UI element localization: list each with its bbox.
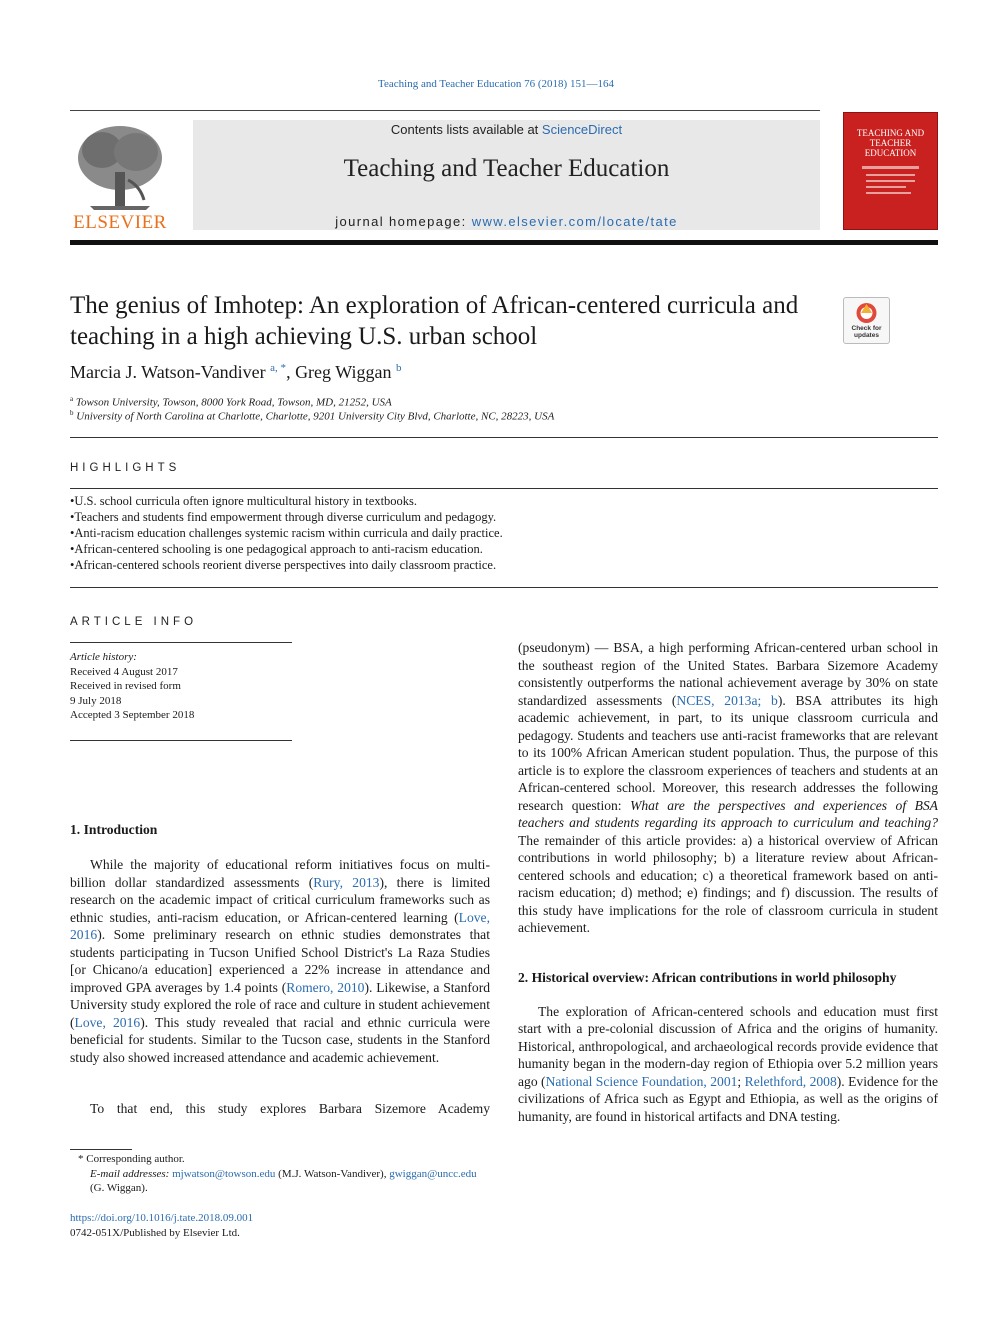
cover-decoration-icon bbox=[862, 166, 919, 206]
corresponding-author-note: * Corresponding author. bbox=[78, 1153, 185, 1165]
homepage-label: journal homepage: bbox=[335, 214, 472, 229]
check-for-updates-button[interactable] bbox=[843, 297, 890, 344]
right-column bbox=[518, 639, 938, 1125]
contents-prefix: Contents lists available at bbox=[390, 122, 542, 137]
text-run: ). Some preliminary research on ethnic studies demonstrates that students participating in Tucson Unified School District's La Raza Studies [or Chicano/a education] experienced a 22% increase in attendance and improved GPA averages by 1.4 points ( bbox=[70, 927, 490, 995]
text-run: ). Likewise, a Stanford University study explored the role of race and culture in student achievement ( bbox=[70, 979, 491, 1030]
history-line: Received 4 August 2017 bbox=[70, 665, 178, 678]
author-affiliation-mark[interactable]: a, * bbox=[270, 362, 287, 374]
citation-link[interactable]: Love, 2016 bbox=[74, 1014, 141, 1030]
check-updates-label: Check for updates bbox=[851, 325, 882, 339]
article-info-rule bbox=[70, 642, 292, 643]
footnote-rule bbox=[70, 1149, 132, 1150]
affiliation-text: Towson University, Towson, 8000 York Road, Towson, MD, 21252, USA bbox=[75, 396, 392, 409]
issn-line: 0742-051X/Published by Elsevier Ltd. bbox=[70, 1227, 240, 1239]
article-info-bottom-rule bbox=[70, 740, 292, 741]
email-link[interactable]: mjwatson@towson.edu bbox=[172, 1167, 276, 1180]
text-run: ; bbox=[737, 1073, 745, 1089]
text-run: While the majority of educational reform initiatives focus on multi-billion dollar standardized assessments ( bbox=[70, 857, 490, 890]
introduction-heading: 1. Introduction bbox=[70, 822, 158, 837]
article-title: The genius of Imhotep: An exploration of African-centered curricula and teaching in a high achieving U.S. urban school bbox=[70, 292, 799, 350]
text-run: ). This study revealed that racial and ethnic curricula were beneficial for students. Similar to the Tucson case, students in the Stanford study also showed increased attendance and academic achievement. bbox=[70, 1014, 490, 1065]
citation-link[interactable]: Love, 2016 bbox=[70, 909, 490, 942]
history-line: Accepted 3 September 2018 bbox=[70, 709, 195, 721]
text-run: ). Evidence for the civilizations of Africa such as Egypt and Ethiopia, as well as the origins of humanity, are found in historical artifacts and DNA testing. bbox=[518, 1073, 938, 1124]
affiliation-mark: a bbox=[70, 395, 74, 403]
header-divider bbox=[70, 110, 820, 111]
intro-paragraph-1 bbox=[70, 856, 490, 1066]
affiliation-b bbox=[70, 409, 554, 423]
citation-link[interactable]: Rury, 2013 bbox=[313, 874, 380, 890]
email-owner: (G. Wiggan). bbox=[90, 1182, 148, 1194]
journal-homepage bbox=[193, 214, 820, 229]
highlights-list bbox=[70, 493, 938, 573]
affiliation-mark: b bbox=[70, 409, 74, 417]
article-history-label: Article history: bbox=[70, 651, 137, 663]
affiliation-a bbox=[70, 395, 392, 409]
article-info-heading: ARTICLE INFO bbox=[70, 616, 198, 628]
article-history bbox=[70, 650, 292, 723]
citation-link[interactable]: National Science Foundation, 2001 bbox=[545, 1073, 738, 1089]
title-divider bbox=[70, 437, 938, 438]
email-owner: (M.J. Watson-Vandiver), bbox=[275, 1167, 390, 1180]
citation-link[interactable]: Romero, 2010 bbox=[286, 979, 365, 995]
header-thick-rule bbox=[70, 240, 938, 245]
email-label: E-mail addresses: bbox=[90, 1167, 170, 1180]
intro-paragraph-2 bbox=[518, 639, 938, 937]
homepage-link[interactable]: www.elsevier.com/locate/tate bbox=[471, 214, 678, 229]
elsevier-wordmark: ELSEVIER bbox=[73, 212, 167, 233]
email-note bbox=[70, 1167, 490, 1196]
text-run: The remainder of this article provides: a) a historical overview of African contributions in world philosophy; b) a literature review about African-centered schools and education; c) a theoretical framework based on anti-racism education; d) method; e) findings; and f) discussion. The results of this study have implications for the role of classroom curricula in student achievement. bbox=[518, 832, 938, 935]
author-name[interactable]: Marcia J. Watson-Vandiver bbox=[70, 362, 266, 382]
history-line: Received in revised form bbox=[70, 680, 181, 692]
cover-title: TEACHING AND TEACHER EDUCATION bbox=[856, 128, 925, 158]
email-link[interactable]: gwiggan@uncc.edu bbox=[389, 1167, 477, 1180]
doi-link[interactable]: https://doi.org/10.1016/j.tate.2018.09.001 bbox=[70, 1212, 254, 1224]
text-run: ), there is limited research on the academic impact of critical curriculum frameworks such as ethnic studies, anti-racism education, or African-centered learning ( bbox=[70, 874, 491, 925]
journal-citation[interactable]: Teaching and Teacher Education 76 (2018) 151—164 bbox=[378, 78, 614, 90]
text-run: (pseudonym) — BSA, a high performing African-centered urban school in the southeast region of the United States. Barbara Sizemore Academy consistently outperforms the national achievement average by 30% on state standardized assessments ( bbox=[518, 640, 938, 708]
journal-title: Teaching and Teacher Education bbox=[343, 155, 670, 182]
highlights-heading: HIGHLIGHTS bbox=[70, 462, 181, 474]
highlight-item: • African-centered schooling is one pedagogical approach to anti-racism education. bbox=[70, 541, 938, 557]
text-run: The exploration of African-centered schools and education must first start with a pre-colonial discussion of Africa and the origins of humanity. Historical, anthropological, and archaeological records provide evidence that humanity began in the modern-day region of Ethiopia over 5.2 million years ago ( bbox=[518, 1003, 938, 1089]
introduction-section bbox=[70, 821, 490, 1066]
highlight-item: • Teachers and students find empowerment through diverse curriculum and pedagogy. bbox=[70, 509, 938, 525]
author-separator: , bbox=[286, 362, 296, 382]
highlight-item: • African-centered schools reorient diverse perspectives into daily classroom practice. bbox=[70, 557, 938, 573]
citation-link[interactable]: NCES, 2013a; b bbox=[676, 692, 778, 708]
highlight-item: • Anti-racism education challenges systemic racism within curricula and daily practice. bbox=[70, 525, 938, 541]
history-line: 9 July 2018 bbox=[70, 694, 122, 707]
footnotes bbox=[70, 1152, 490, 1196]
affiliation-text: University of North Carolina at Charlotte, Charlotte, 9201 University City Blvd, Charlotte, NC, 28223, USA bbox=[76, 410, 555, 423]
highlights-bottom-rule bbox=[70, 587, 938, 588]
contents-line bbox=[193, 122, 820, 137]
section-2-paragraph bbox=[518, 1003, 938, 1126]
highlights-top-rule bbox=[70, 488, 938, 489]
highlight-item: • U.S. school curricula often ignore multicultural history in textbooks. bbox=[70, 493, 938, 509]
intro-paragraph-2-line: To that end, this study explores Barbara Sizemore Academy bbox=[90, 1101, 490, 1116]
citation-link[interactable]: Relethford, 2008 bbox=[744, 1073, 837, 1089]
intro-paragraph-2-start bbox=[70, 1100, 490, 1118]
doi-block bbox=[70, 1211, 253, 1241]
research-question: What are the perspectives and experiences of BSA teachers and students regarding its approach to curriculum and teaching? bbox=[518, 797, 938, 830]
text-run: ). BSA attributes its high academic achievement, in part, to its unique classroom curricula and pedagogy. Students and teachers use anti-racist frameworks that are relevant to its 100% African American student population. Thus, the purpose of this article is to explore the classroom experiences of teachers and students at an African-centered school. Moreover, this research addresses the following research question: bbox=[518, 692, 938, 813]
section-2-heading: 2. Historical overview: African contributions in world philosophy bbox=[518, 969, 897, 985]
author-list bbox=[70, 362, 401, 383]
author-name[interactable]: Greg Wiggan bbox=[295, 362, 392, 382]
author-affiliation-mark[interactable]: b bbox=[395, 362, 402, 374]
sciencedirect-link[interactable]: ScienceDirect bbox=[541, 122, 623, 137]
